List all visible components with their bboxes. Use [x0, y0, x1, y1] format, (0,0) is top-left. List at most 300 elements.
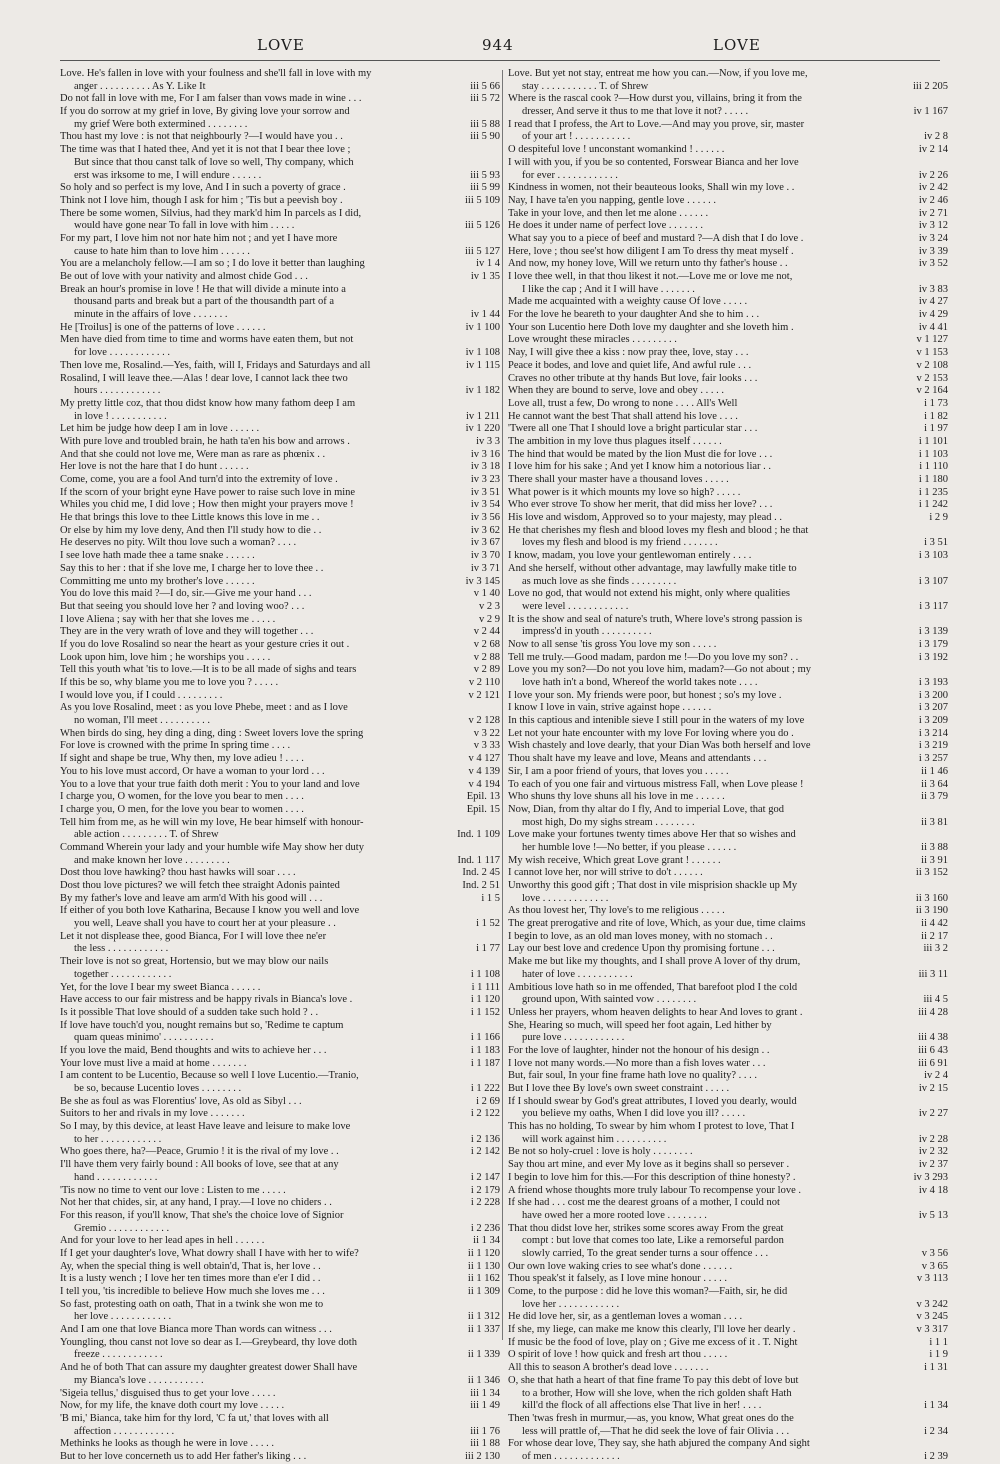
quotation-text: It is the show and seal of nature's truth, Where love's strong passion is [508, 613, 803, 625]
act-scene-line-reference: i 3 257 [878, 753, 948, 766]
quotation-line [508, 258, 948, 271]
quotation-text: O, she that hath a heart of that fine frame To pay this debt of love but [508, 1374, 799, 1386]
act-scene-line-reference: v 3 22 [430, 728, 500, 741]
quotation-text: I love Aliena ; say with her that she loves me . . . . . [60, 613, 276, 625]
quotation-line [60, 702, 500, 715]
quotation-line [508, 347, 948, 360]
act-scene-line-reference: i 3 200 [878, 690, 948, 703]
act-scene-line-reference: iii 2 130 [430, 1451, 500, 1464]
quotation-text: Rosalind, I will leave thee.—Alas ! dear love, I cannot lack thee two [60, 372, 348, 384]
quotation-text: Break an hour's promise in love ! He that will divide a minute into a [60, 283, 346, 295]
act-scene-line-reference: iii 5 99 [430, 182, 500, 195]
quotation-line [60, 487, 500, 500]
act-scene-line-reference: i 1 110 [878, 461, 948, 474]
quotation-text: In this captious and intenible sieve I still pour in the waters of my love [508, 715, 805, 727]
quotation-text: have owed her a more rooted love . . . . . . . . [522, 1209, 707, 1221]
quotation-line [60, 791, 500, 804]
quotation-line [60, 385, 500, 398]
act-scene-line-reference: iv 3 24 [878, 233, 948, 246]
quotation-text: It is a lusty wench ; I love her ten times more than e'er I did . . [60, 1273, 321, 1285]
act-scene-line-reference: iv 3 83 [878, 284, 948, 297]
quotation-text: Now to all sense 'tis gross You love my son . . . . . [508, 638, 717, 650]
quotation-text: freeze . . . . . . . . . . . . [74, 1349, 163, 1361]
quotation-text: Say thou art mine, and ever My love as it begins shall so persever . [508, 1159, 790, 1171]
quotation-text: O despiteful love ! unconstant womankind ! . . . . . . [508, 144, 725, 156]
act-scene-line-reference: i 1 34 [878, 1400, 948, 1413]
quotation-line [60, 93, 500, 106]
act-scene-line-reference: i 2 34 [878, 1426, 948, 1439]
quotation-line [60, 1261, 500, 1274]
quotation-line [60, 68, 500, 81]
act-scene-line-reference: i 2 39 [878, 1451, 948, 1464]
quotation-text: Make me but like my thoughts, and I shall prove A lover of thy drum, [508, 956, 801, 968]
quotation-line [60, 398, 500, 411]
quotation-line [60, 322, 500, 335]
quotation-text: of your art ! . . . . . . . . . . . [522, 131, 631, 143]
act-scene-line-reference: i 2 136 [430, 1134, 500, 1147]
act-scene-line-reference: v 3 65 [878, 1261, 948, 1274]
quotation-text: And for your love to her lead apes in hell . . . . . . [60, 1235, 265, 1247]
quotation-text: Sir, I am a poor friend of yours, that loves you . . . . . [508, 765, 729, 777]
quotation-text: That thou didst love her, strikes some scores away From the great [508, 1222, 784, 1234]
act-scene-line-reference: Ind. 1 109 [430, 829, 500, 842]
quotation-line [508, 360, 948, 373]
act-scene-line-reference: i 3 139 [878, 626, 948, 639]
act-scene-line-reference: v 2 110 [430, 677, 500, 690]
quotation-line [60, 360, 500, 373]
quotation-line [60, 537, 500, 550]
quotation-text: Let it not displease thee, good Bianca, For I will love thee ne'er [60, 930, 327, 942]
act-scene-line-reference: iv 1 4 [430, 258, 500, 271]
quotation-line [60, 677, 500, 690]
quotation-line [508, 233, 948, 246]
act-scene-line-reference: iv 1 115 [430, 360, 500, 373]
quotation-line [60, 817, 500, 830]
quotation-line [508, 550, 948, 563]
act-scene-line-reference: i 3 219 [878, 740, 948, 753]
quotation-line [508, 702, 948, 715]
quotation-text: compt : but love that comes too late, Like a remorseful pardon [522, 1235, 784, 1247]
act-scene-line-reference: i 2 147 [430, 1172, 500, 1185]
quotation-text: my Bianca's love . . . . . . . . . . . [74, 1374, 204, 1386]
quotation-line [508, 1438, 948, 1451]
act-scene-line-reference: i 3 117 [878, 601, 948, 614]
quotation-text: And that she could not love me, Were man as rare as phœnix . . [60, 448, 326, 460]
quotation-text: When birds do sing, hey ding a ding, ding : Sweet lovers love the spring [60, 727, 364, 739]
act-scene-line-reference: iv 2 28 [878, 1134, 948, 1147]
act-scene-line-reference: i 3 107 [878, 576, 948, 589]
quotation-text: Our own love waking cries to see what's done . . . . . . [508, 1260, 733, 1272]
act-scene-line-reference: i 2 69 [430, 1096, 500, 1109]
act-scene-line-reference: iv 2 42 [878, 182, 948, 195]
quotation-text: Methinks he looks as though he were in love . . . . . [60, 1438, 275, 1450]
quotation-text: her humble love !—No better, if you please . . . . . . [522, 841, 737, 853]
quotation-text: You are a melancholy fellow.—I am so ; I do love it better than laughing [60, 258, 365, 270]
quotation-line [508, 1400, 948, 1413]
quotation-line [60, 728, 500, 741]
quotation-text: Think not I love him, though I ask for him ; 'Tis but a peevish boy . [60, 194, 343, 206]
act-scene-line-reference: iv 5 13 [878, 1210, 948, 1223]
quotation-text: dresser, And serve it thus to me that love it not? . . . . . [522, 106, 749, 118]
quotation-text: I'll have them very fairly bound : All books of love, see that at any [60, 1159, 339, 1171]
act-scene-line-reference: iv 2 37 [878, 1159, 948, 1172]
quotation-line [508, 1210, 948, 1223]
quotation-line [60, 626, 500, 639]
quotation-line [508, 728, 948, 741]
quotation-line [60, 119, 500, 132]
quotation-line [508, 322, 948, 335]
quotation-text: Let him be judge how deep I am in love . . . . . . [60, 423, 260, 435]
quotation-text: Take in your love, and then let me alone . . . . . . [508, 207, 709, 219]
quotation-line [508, 157, 948, 170]
act-scene-line-reference: iv 3 62 [430, 525, 500, 538]
quotation-line [60, 525, 500, 538]
quotation-text: O spirit of love ! how quick and fresh art thou . . . . . [508, 1349, 728, 1361]
act-scene-line-reference: iii 5 90 [430, 131, 500, 144]
act-scene-line-reference: i 1 152 [430, 1007, 500, 1020]
quotation-text: All this to season A brother's dead love . . . . . . . [508, 1362, 709, 1374]
quotation-line [60, 893, 500, 906]
quotation-text: He does it under name of perfect love . . . . . . . [508, 220, 704, 232]
quotation-line [60, 563, 500, 576]
quotation-text: for love . . . . . . . . . . . . [74, 347, 170, 359]
quotation-line [60, 1337, 500, 1350]
quotation-text: I love not many words.—No more than a fish loves water . . . [508, 1057, 766, 1069]
quotation-text: If you do sorrow at my grief in love, By giving love your sorrow and [60, 106, 350, 118]
quotation-text: to her . . . . . . . . . . . . [74, 1133, 162, 1145]
act-scene-line-reference: iii 4 38 [878, 1032, 948, 1045]
quotation-line [508, 690, 948, 703]
quotation-line [508, 1083, 948, 1096]
quotation-line [508, 106, 948, 119]
quotation-text: Who shuns thy love shuns all his love in me . . . . . . [508, 791, 725, 803]
act-scene-line-reference: Epil. 15 [430, 804, 500, 817]
quotation-line [60, 956, 500, 969]
quotation-text: If I get your daughter's love, What dowry shall I have with her to wife? [60, 1247, 359, 1259]
quotation-line [508, 1159, 948, 1172]
act-scene-line-reference: i 3 51 [878, 537, 948, 550]
quotation-text: Love make your fortunes twenty times above Her that so wishes and [508, 829, 796, 841]
quotation-line [60, 296, 500, 309]
quotation-text: The ambition in my love thus plagues itself . . . . . . [508, 435, 722, 447]
quotation-line [508, 1032, 948, 1045]
left-column [60, 68, 500, 1464]
quotation-line [60, 779, 500, 792]
quotation-line [508, 220, 948, 233]
quotation-text: But that seeing you should love her ? and loving woo? . . . [60, 600, 305, 612]
act-scene-line-reference: i 1 108 [430, 969, 500, 982]
act-scene-line-reference: iii 5 72 [430, 93, 500, 106]
quotation-text: My wish receive, Which great Love grant ! . . . . . . [508, 854, 721, 866]
quotation-line [508, 449, 948, 462]
act-scene-line-reference: iv 3 293 [878, 1172, 948, 1185]
quotation-text: Nay, I have ta'en you napping, gentle love . . . . . . [508, 194, 716, 206]
quotation-text: hours . . . . . . . . . . . . [74, 385, 161, 397]
act-scene-line-reference: Epil. 13 [430, 791, 500, 804]
quotation-line [60, 1451, 500, 1464]
quotation-text: By my father's love and leave am arm'd With his good will . . . [60, 892, 323, 904]
quotation-line [508, 804, 948, 817]
act-scene-line-reference: Ind. 1 117 [430, 855, 500, 868]
quotation-line [508, 1096, 948, 1109]
quotation-line [508, 246, 948, 259]
quotation-text: pure love . . . . . . . . . . . . [522, 1032, 625, 1044]
quotation-text: no woman, I'll meet . . . . . . . . . . [74, 715, 211, 727]
quotation-text: 'Tis now no time to vent our love : Listen to me . . . . . [60, 1184, 286, 1196]
quotation-text: erst was irksome to me, I will endure . . . . . . [74, 169, 262, 181]
quotation-text: Suitors to her and rivals in my love . . . . . . . [60, 1108, 245, 1120]
quotation-line [60, 639, 500, 652]
quotation-text: And I am one that love Bianca more Than words can witness . . . [60, 1324, 332, 1336]
quotation-line [508, 880, 948, 893]
quotation-text: I know I love in vain, strive against hope . . . . . . [508, 702, 712, 714]
quotation-line [60, 512, 500, 525]
act-scene-line-reference: ii 4 42 [878, 918, 948, 931]
act-scene-line-reference: v 2 128 [430, 715, 500, 728]
quotation-text: love hath in't a bond, Whereof the world takes note . . . . [522, 677, 758, 688]
running-head-left: LOVE [257, 36, 305, 54]
quotation-line [508, 664, 948, 677]
quotation-line [508, 982, 948, 995]
quotation-line [508, 499, 948, 512]
act-scene-line-reference: iii 5 88 [430, 119, 500, 132]
quotation-text: were level . . . . . . . . . . . . [522, 600, 629, 612]
quotation-line [60, 931, 500, 944]
act-scene-line-reference: ii 1 346 [430, 1375, 500, 1388]
quotation-line [60, 550, 500, 563]
act-scene-line-reference: i 2 236 [430, 1223, 500, 1236]
act-scene-line-reference: v 3 317 [878, 1324, 948, 1337]
quotation-line [60, 690, 500, 703]
act-scene-line-reference: v 2 44 [430, 626, 500, 639]
quotation-text: Come, to the purpose : did he love this woman?—Faith, sir, he did [508, 1286, 788, 1297]
act-scene-line-reference: iii 1 76 [430, 1426, 500, 1439]
quotation-text: I like the cap ; And it I will have . . . . . . . [522, 283, 695, 295]
quotation-text: Love wrought these miracles . . . . . . . . . [508, 334, 677, 346]
quotation-text: For whose dear love, They say, she hath abjured the company And sight [508, 1438, 810, 1450]
quotation-text: They are in the very wrath of love and they will together . . . [60, 626, 314, 638]
quotation-text: kill'd the flock of all affections else That live in her! . . . . [522, 1400, 762, 1412]
act-scene-line-reference: iii 5 109 [430, 195, 500, 208]
quotation-line [60, 334, 500, 347]
quotation-text: For this reason, if you'll know, That she's the choice love of Signior [60, 1209, 344, 1221]
quotation-text: With pure love and troubled brain, he hath ta'en his bow and arrows . [60, 435, 350, 447]
quotation-text: If either of you both love Katharina, Because I know you well and love [60, 905, 360, 917]
quotation-text: Your love must live a maid at home . . . . . . . [60, 1057, 247, 1069]
quotation-text: minute in the affairs of love . . . . . . . [74, 309, 228, 321]
quotation-text: Be not so holy-cruel : love is holy . . . . . . . . [508, 1146, 693, 1158]
quotation-line [508, 195, 948, 208]
quotation-line [60, 208, 500, 221]
quotation-text: in love ! . . . . . . . . . . . [74, 410, 167, 422]
quotation-text: cause to hate him than to love him . . . . . . [74, 245, 250, 257]
act-scene-line-reference: i 1 103 [878, 449, 948, 462]
act-scene-line-reference: iv 3 54 [430, 499, 500, 512]
quotation-text: To each of you one fair and virtuous mistress Fall, when Love please ! [508, 778, 804, 790]
quotation-line [508, 334, 948, 347]
quotation-text: He [Troilus] is one of the patterns of love . . . . . . [60, 321, 266, 333]
quotation-text: Say this to her : that if she love me, I charge her to love thee . . [60, 562, 324, 574]
quotation-line [60, 740, 500, 753]
quotation-line [508, 969, 948, 982]
quotation-text: 'Twere all one That I should love a bright particular star . . . [508, 423, 758, 435]
act-scene-line-reference: iv 1 100 [430, 322, 500, 335]
quotation-line [508, 1146, 948, 1159]
quotation-text: If you do love Rosalind so near the heart as your gesture cries it out . [60, 638, 350, 650]
quotation-text: I begin to love him for this.—For this description of thine honesty? . [508, 1171, 796, 1183]
quotation-text: Lay our best love and credence Upon thy promising fortune . . . [508, 943, 775, 955]
quotation-line [508, 1020, 948, 1033]
quotation-text: Dost thou love pictures? we will fetch thee straight Adonis painted [60, 880, 340, 891]
quotation-line [508, 855, 948, 868]
act-scene-line-reference: i 3 207 [878, 702, 948, 715]
quotation-line [508, 373, 948, 386]
act-scene-line-reference: i 1 101 [878, 436, 948, 449]
quotation-text: If love have touch'd you, nought remains but so, 'Redime te captum [60, 1019, 344, 1031]
act-scene-line-reference: v 1 153 [878, 347, 948, 360]
act-scene-line-reference: Ind. 2 51 [430, 880, 500, 893]
act-scene-line-reference: ii 3 81 [878, 817, 948, 830]
quotation-line [60, 81, 500, 94]
act-scene-line-reference: iv 2 71 [878, 208, 948, 221]
quotation-text: Or else by him my love deny, And then I'll study how to die . . [60, 524, 322, 536]
quotation-text: And she herself, without other advantage, may lawfully make title to [508, 562, 797, 574]
quotation-line [508, 779, 948, 792]
act-scene-line-reference: iii 1 34 [430, 1388, 500, 1401]
quotation-text: Craves no other tribute at thy hands But love, fair looks . . . [508, 372, 758, 384]
quotation-text: I begin to love, as an old man loves money, with no stomach . . [508, 930, 773, 942]
quotation-line [508, 512, 948, 525]
quotation-line [60, 170, 500, 183]
quotation-line [508, 1261, 948, 1274]
act-scene-line-reference: iv 1 44 [430, 309, 500, 322]
quotation-line [508, 1121, 948, 1134]
quotation-line [60, 842, 500, 855]
act-scene-line-reference: i 3 214 [878, 728, 948, 741]
act-scene-line-reference: iv 2 26 [878, 170, 948, 183]
quotation-text: So fast, protesting oath on oath, That in a twink she won me to [60, 1298, 324, 1310]
act-scene-line-reference: iv 2 27 [878, 1108, 948, 1121]
act-scene-line-reference: v 3 245 [878, 1311, 948, 1324]
column-divider [502, 70, 503, 1340]
quotation-text: His love and wisdom, Approved so to your majesty, may plead . . [508, 512, 783, 524]
quotation-line [508, 893, 948, 906]
act-scene-line-reference: i 3 179 [878, 639, 948, 652]
quotation-text: hater of love . . . . . . . . . . . [522, 968, 633, 980]
quotation-line [60, 652, 500, 665]
act-scene-line-reference: ii 1 312 [430, 1311, 500, 1324]
act-scene-line-reference: i 1 1 [878, 1337, 948, 1350]
quotation-line [60, 766, 500, 779]
quotation-line [508, 740, 948, 753]
quotation-text: The hind that would be mated by the lion Must die for love . . . [508, 448, 773, 460]
quotation-line [508, 1223, 948, 1236]
quotation-line [60, 1362, 500, 1375]
quotation-line [60, 499, 500, 512]
quotation-line [508, 1185, 948, 1198]
quotation-text: Love. But yet not stay, entreat me how you can.—Now, if you love me, [508, 68, 808, 79]
running-head-right: LOVE [713, 36, 761, 54]
quotation-line [508, 639, 948, 652]
quotation-line [508, 652, 948, 665]
act-scene-line-reference: i 3 192 [878, 652, 948, 665]
act-scene-line-reference: v 4 127 [430, 753, 500, 766]
act-scene-line-reference: i 1 82 [878, 411, 948, 424]
quotation-line [60, 271, 500, 284]
quotation-line [60, 1210, 500, 1223]
quotation-line [60, 220, 500, 233]
act-scene-line-reference: i 1 77 [430, 943, 500, 956]
act-scene-line-reference: i 3 209 [878, 715, 948, 728]
quotation-line [508, 563, 948, 576]
quotation-text: as much love as she finds . . . . . . . . . [522, 575, 677, 587]
act-scene-line-reference: ii 1 162 [430, 1273, 500, 1286]
act-scene-line-reference: iv 3 12 [878, 220, 948, 233]
quotation-line [508, 309, 948, 322]
act-scene-line-reference: v 4 139 [430, 766, 500, 779]
quotation-text: slowly carried, To the great sender turns a sour offence . . . [522, 1247, 769, 1259]
quotation-text: He cannot want the best That shall attend his love . . . . [508, 410, 738, 422]
quotation-line [508, 1172, 948, 1185]
quotation-line [508, 576, 948, 589]
act-scene-line-reference: i 2 179 [430, 1185, 500, 1198]
quotation-text: I read that I profess, the Art to Love.—And may you prove, sir, master [508, 118, 805, 130]
act-scene-line-reference: iv 2 8 [878, 131, 948, 144]
act-scene-line-reference: ii 1 130 [430, 1261, 500, 1274]
quotation-text: Kindness in women, not their beauteous looks, Shall win my love . . [508, 182, 795, 194]
act-scene-line-reference: iv 3 67 [430, 537, 500, 550]
quotation-text: I charge you, O women, for the love you bear to men . . . . [60, 791, 304, 803]
quotation-line [508, 956, 948, 969]
quotation-line [60, 753, 500, 766]
quotation-line [60, 309, 500, 322]
act-scene-line-reference: v 3 33 [430, 740, 500, 753]
act-scene-line-reference: v 2 89 [430, 664, 500, 677]
act-scene-line-reference: v 1 127 [878, 334, 948, 347]
quotation-text: He deserves no pity. Wilt thou love such a woman? . . . . [60, 537, 297, 549]
act-scene-line-reference: iv 2 32 [878, 1146, 948, 1159]
act-scene-line-reference: iv 4 27 [878, 296, 948, 309]
quotation-line [60, 1146, 500, 1159]
quotation-line [60, 1311, 500, 1324]
quotation-line [60, 1083, 500, 1096]
quotation-line [60, 347, 500, 360]
quotation-text: I see love hath made thee a tame snake . . . . . . [60, 550, 255, 562]
act-scene-line-reference: i 2 142 [430, 1146, 500, 1159]
quotation-line [60, 918, 500, 931]
quotation-line [60, 994, 500, 1007]
act-scene-line-reference: iv 2 14 [878, 144, 948, 157]
quotation-text: the less . . . . . . . . . . . . [74, 943, 169, 955]
quotation-line [60, 1235, 500, 1248]
act-scene-line-reference: v 2 3 [430, 601, 500, 614]
act-scene-line-reference: ii 1 339 [430, 1349, 500, 1362]
quotation-line [60, 246, 500, 259]
quotation-text: Men have died from time to time and worms have eaten them, but not [60, 334, 354, 346]
quotation-line [60, 614, 500, 627]
quotation-text: 'Sigeia tellus,' disguised thus to get your love . . . . . [60, 1387, 276, 1399]
quotation-text: Ambitious love hath so in me offended, That barefoot plod I the cold [508, 981, 798, 993]
quotation-text: You to his love must accord, Or have a woman to your lord . . . [60, 765, 325, 777]
quotation-line [508, 829, 948, 842]
quotation-line [60, 1185, 500, 1198]
quotation-text: you well, Leave shall you have to court her at your pleasure . . [74, 918, 336, 930]
quotation-text: When they are bound to serve, love and obey . . . . . [508, 385, 725, 397]
quotation-text: Thou hast my love : is not that neighbourly ?—I would have you . . [60, 131, 343, 143]
quotation-text: But to her love concerneth us to add Her father's liking . . . [60, 1450, 307, 1462]
quotation-line [508, 1299, 948, 1312]
act-scene-line-reference: iv 3 56 [430, 512, 500, 525]
